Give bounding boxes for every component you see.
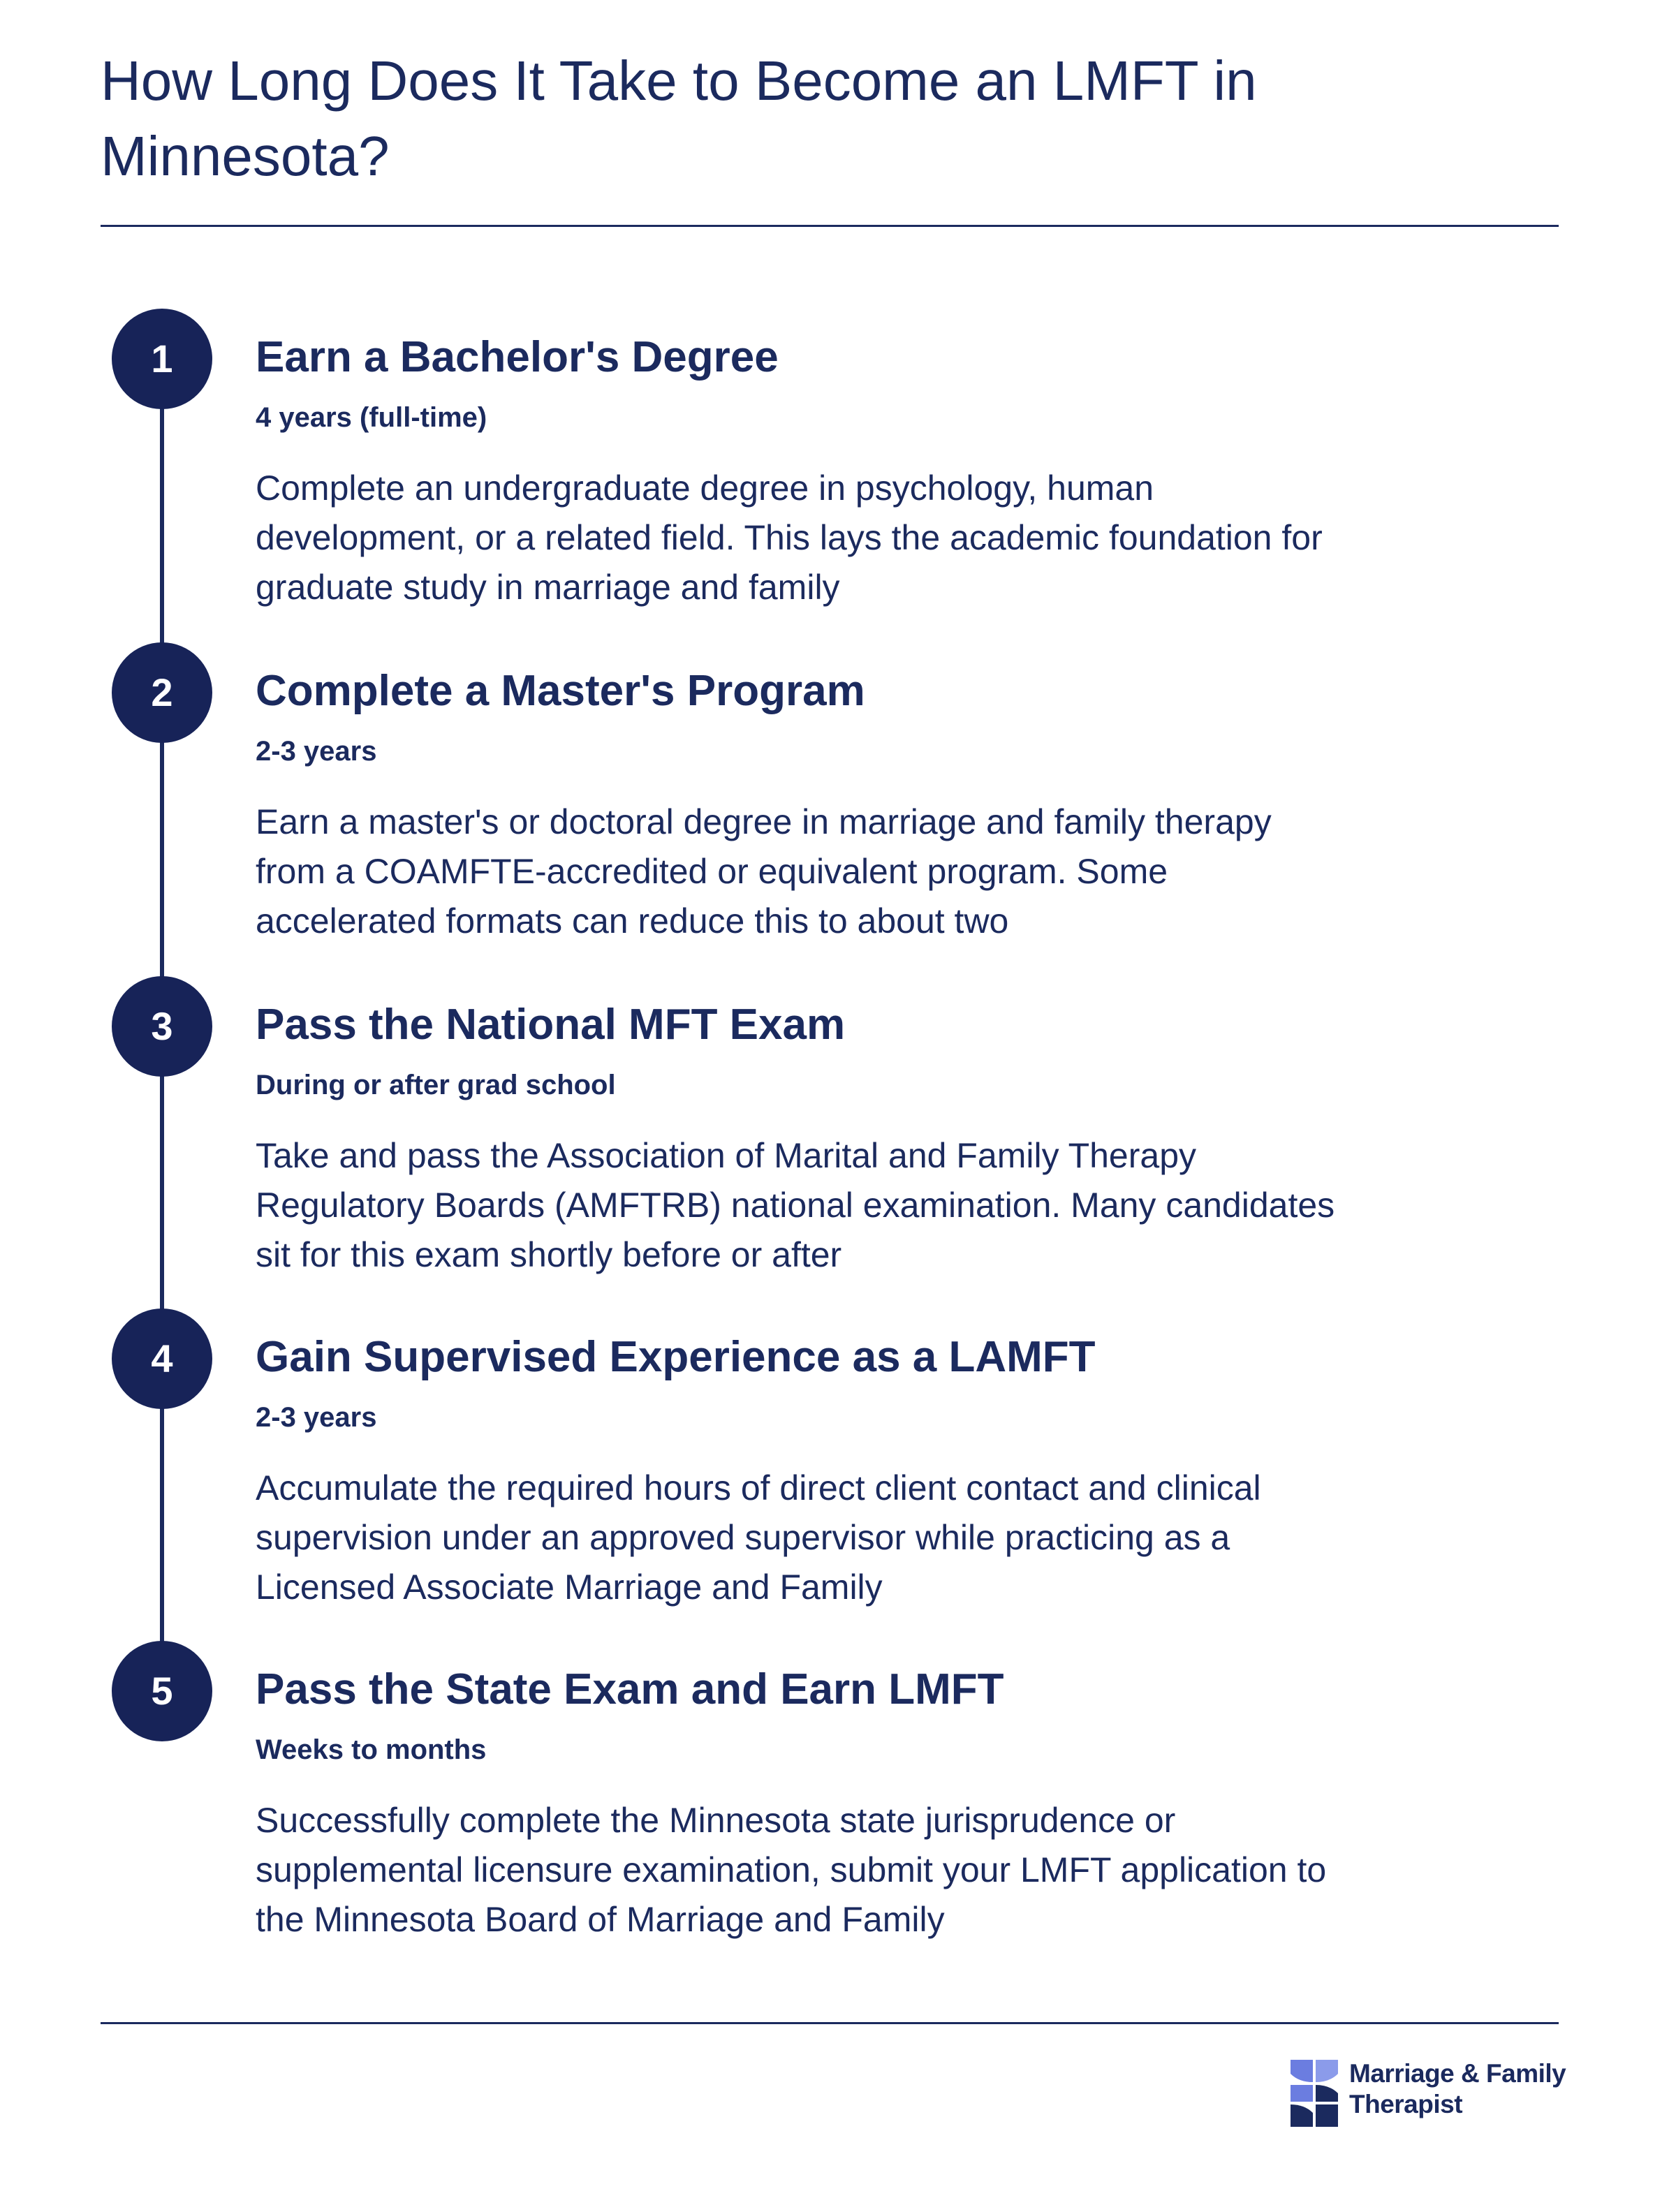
logo-line-2: Therapist (1349, 2090, 1463, 2118)
page-title: How Long Does It Take to Become an LMFT in Minnesota? (101, 50, 1257, 187)
step-duration: During or after grad school (256, 1070, 616, 1100)
step-title: Gain Supervised Experience as a LAMFT (256, 1333, 1096, 1381)
step-description: Complete an undergraduate degree in psychology, human development, or a related field. This lays the academic foundation for graduate study in marriage and family (256, 469, 1323, 607)
step-number-badge: 5 (112, 1641, 212, 1741)
logo-mark-icon (1289, 2058, 1339, 2128)
step-number-badge: 4 (112, 1308, 212, 1409)
step-duration: 2-3 years (256, 1402, 377, 1433)
step-description: Successfully complete the Minnesota state jurisprudence or supplemental licensure examination, submit your LMFT application to the Minnesota Board of Marriage and Family (256, 1801, 1327, 1939)
step-title: Pass the State Exam and Earn LMFT (256, 1665, 1004, 1713)
step-title: Complete a Master's Program (256, 667, 865, 715)
step-duration: 2-3 years (256, 736, 377, 767)
step-title: Earn a Bachelor's Degree (256, 333, 779, 381)
step-description: Take and pass the Association of Marital and Family Therapy Regulatory Boards (AMFTRB) national examination. Many candidates sit for this exam shortly before or after (256, 1136, 1335, 1274)
step-description: Earn a master's or doctoral degree in marriage and family therapy from a COAMFTE-accredited or equivalent program. Some accelerated formats can reduce this to about two (256, 802, 1272, 941)
step-description: Accumulate the required hours of direct client contact and clinical supervision under an approved supervisor while practicing as a Licensed Associate Marriage and Family (256, 1468, 1261, 1607)
step-number-badge: 3 (112, 976, 212, 1077)
step-title: Pass the National MFT Exam (256, 1001, 846, 1049)
logo-wordmark (1349, 2058, 1573, 2120)
step-duration: 4 years (full-time) (256, 402, 487, 433)
bottom-divider (101, 2022, 1559, 2024)
step-number-badge: 1 (112, 309, 212, 409)
logo-line-1: Marriage & Family (1349, 2059, 1566, 2088)
step-duration: Weeks to months (256, 1734, 487, 1765)
brand-logo (1289, 2056, 1568, 2132)
step-number-badge: 2 (112, 642, 212, 743)
top-divider (101, 225, 1559, 227)
